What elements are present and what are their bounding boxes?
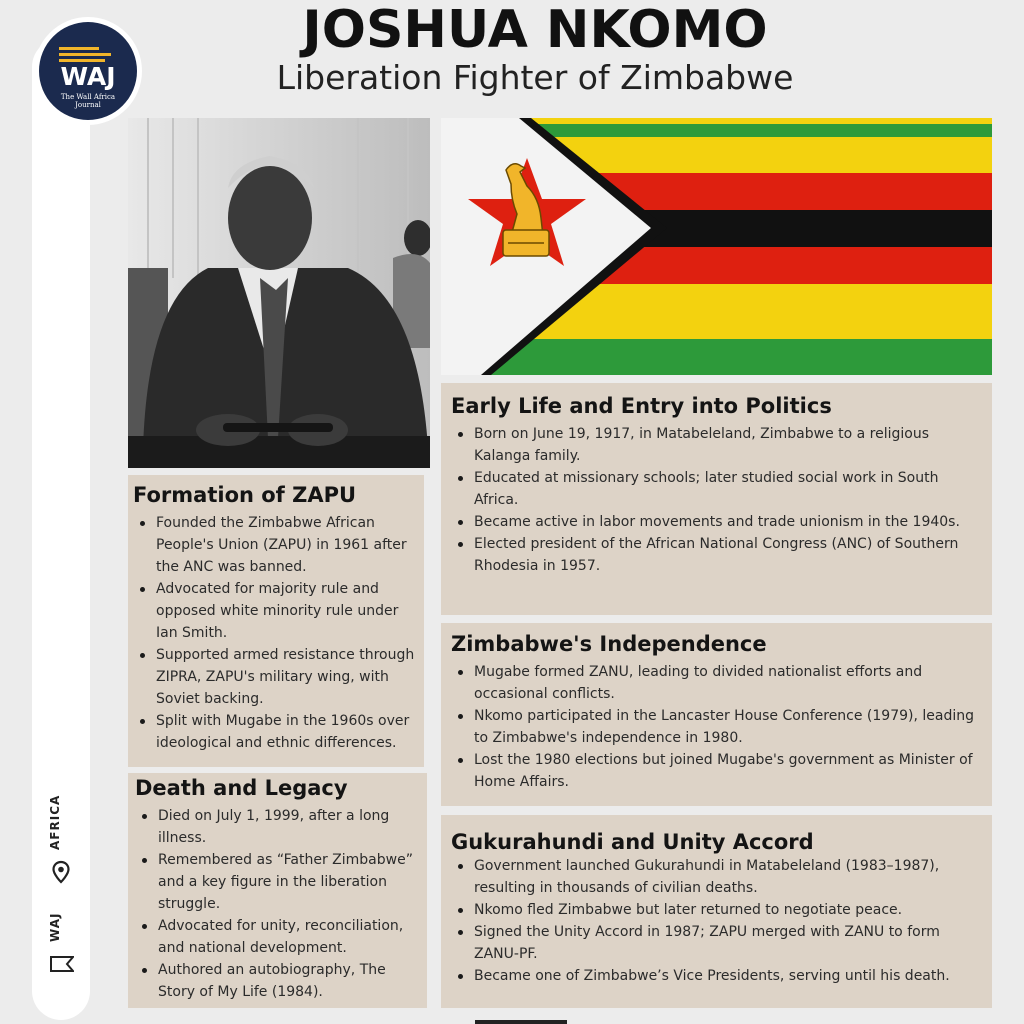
logo-text: WAJ	[60, 62, 116, 91]
zapu-list	[133, 512, 419, 754]
portrait-photo	[128, 118, 430, 468]
list-item: Remembered as “Father Zimbabwe” and a key figure in the liberation struggle.	[135, 849, 422, 915]
list-item: Authored an autobiography, The Story of My Life (1984).	[135, 959, 422, 1003]
sidebar-item-waj[interactable]: WAJ	[48, 912, 62, 942]
list-item: Advocated for majority rule and opposed white minority rule under Ian Smith.	[133, 578, 419, 644]
page-subtitle: Liberation Fighter of Zimbabwe	[276, 58, 794, 97]
logo-badge	[39, 22, 137, 120]
section-heading: Zimbabwe's Independence	[451, 632, 767, 656]
section-heading: Death and Legacy	[135, 776, 348, 800]
bookmark-icon	[50, 950, 74, 978]
list-item: Founded the Zimbabwe African People's Union (ZAPU) in 1961 after the ANC was banned.	[133, 512, 419, 578]
list-item: Died on July 1, 1999, after a long illness.	[135, 805, 422, 849]
bottom-tab-indicator	[475, 1020, 567, 1024]
location-pin-icon	[49, 860, 73, 884]
section-heading: Gukurahundi and Unity Accord	[451, 830, 814, 854]
list-item: Nkomo participated in the Lancaster House Conference (1979), leading to Zimbabwe's independence in 1980.	[451, 705, 982, 749]
list-item: Supported armed resistance through ZIPRA, ZAPU's military wing, with Soviet backing.	[133, 644, 419, 710]
sidebar-item-africa[interactable]: AFRICA	[48, 794, 62, 850]
list-item: Became one of Zimbabwe’s Vice Presidents, serving until his death.	[451, 965, 984, 987]
page-title: JOSHUA NKOMO	[302, 0, 768, 60]
section-heading: Early Life and Entry into Politics	[451, 394, 832, 418]
section-heading: Formation of ZAPU	[133, 483, 357, 507]
list-item: Mugabe formed ZANU, leading to divided nationalist efforts and occasional conflicts.	[451, 661, 982, 705]
list-item: Signed the Unity Accord in 1987; ZAPU merged with ZANU to form ZANU-PF.	[451, 921, 984, 965]
independence-list	[451, 661, 982, 793]
list-item: Advocated for unity, reconciliation, and national development.	[135, 915, 422, 959]
card-death-legacy	[128, 773, 427, 1008]
card-formation-zapu	[128, 475, 424, 767]
gukurahundi-list	[451, 855, 984, 987]
list-item: Became active in labor movements and trade unionism in the 1940s.	[451, 511, 982, 533]
death-legacy-list	[135, 805, 422, 1003]
zimbabwe-flag	[441, 118, 992, 375]
list-item: Lost the 1980 elections but joined Mugabe's government as Minister of Home Affairs.	[451, 749, 982, 793]
list-item: Elected president of the African National Congress (ANC) of Southern Rhodesia in 1957.	[451, 533, 982, 577]
list-item: Government launched Gukurahundi in Matabeleland (1983–1987), resulting in thousands of civilian deaths.	[451, 855, 984, 899]
card-gukurahundi	[441, 815, 992, 1008]
zimbabwe-flag-illustration	[441, 118, 992, 375]
card-independence	[441, 623, 992, 806]
early-life-list	[451, 423, 982, 577]
list-item: Born on June 19, 1917, in Matabeleland, Zimbabwe to a religious Kalanga family.	[451, 423, 982, 467]
logo-subtitle: The Wall Africa Journal	[60, 93, 116, 109]
list-item: Educated at missionary schools; later studied social work in South Africa.	[451, 467, 982, 511]
card-early-life	[441, 383, 992, 615]
portrait-illustration	[128, 118, 430, 468]
list-item: Split with Mugabe in the 1960s over ideological and ethnic differences.	[133, 710, 419, 754]
waj-logo[interactable]	[34, 17, 142, 125]
list-item: Nkomo fled Zimbabwe but later returned to negotiate peace.	[451, 899, 984, 921]
